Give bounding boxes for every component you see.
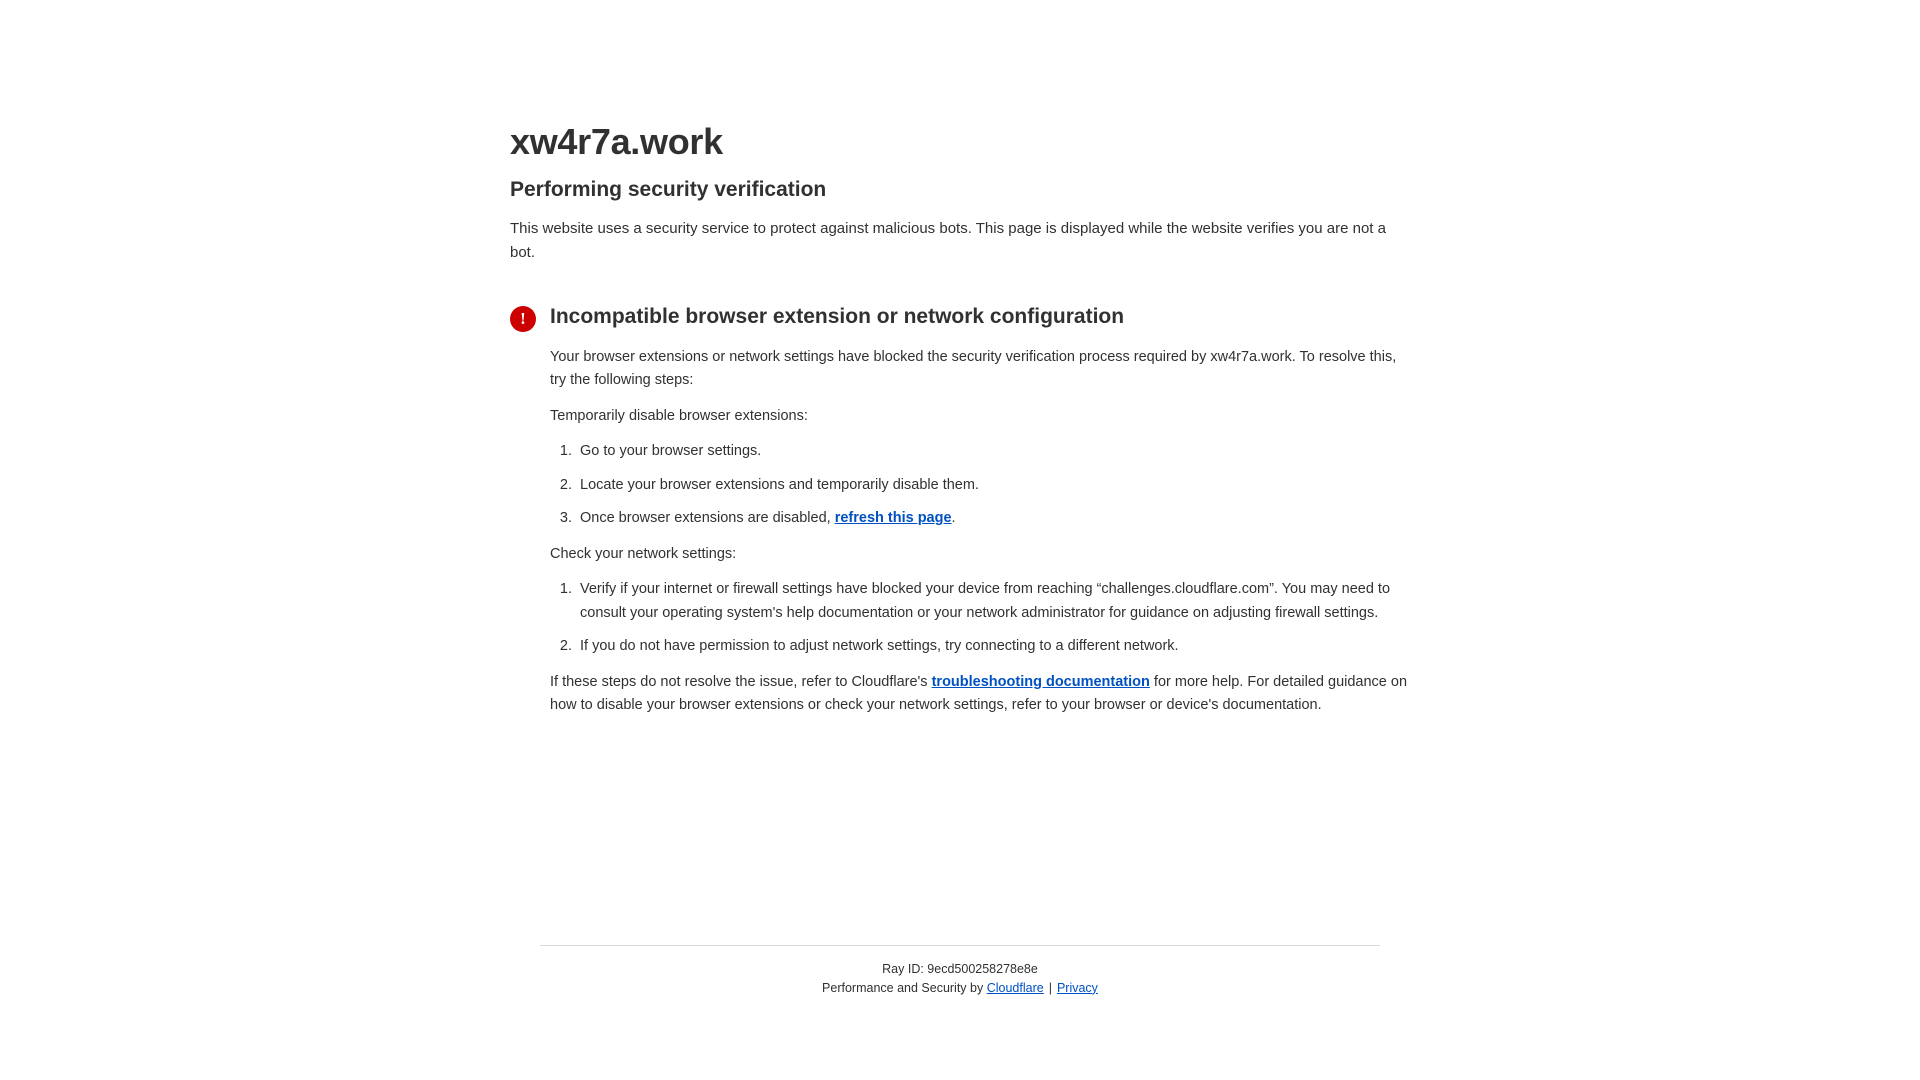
error-description: Your browser extensions or network settings have blocked the security verification process required by xw4r7a.work. To resolve this, try the following steps: [550, 348, 1397, 389]
network-steps-list [550, 578, 1410, 658]
closing-paragraph [550, 671, 1410, 718]
error-body [550, 346, 1410, 718]
troubleshooting-documentation-link[interactable]: troubleshooting documentation [931, 673, 1150, 690]
extensions-heading: Temporarily disable browser extensions: [550, 407, 808, 424]
error-section [510, 304, 1410, 718]
content-container [510, 0, 1410, 718]
refresh-page-link[interactable]: refresh this page [834, 510, 952, 527]
list-item [576, 507, 1410, 530]
network-heading: Check your network settings: [550, 545, 737, 562]
page-footer [540, 945, 1380, 998]
ray-id: Ray ID: 9ecd500258278e8e [882, 962, 1038, 976]
step-text: Once browser extensions are disabled, [580, 510, 835, 527]
performance-line [540, 979, 1380, 998]
list-item: 2. If you do not have permission to adjust network settings, try connecting to a different network. [576, 635, 1410, 658]
extension-steps-list [550, 440, 1410, 530]
error-title: Incompatible browser extension or network configuration [550, 304, 1125, 328]
list-item: 1. Verify if your internet or firewall settings have blocked your device from reaching “challenges.cloudflare.com”. You may need to consult your operating system's help documentation or your network administrator for guidance on adjusting firewall settings. [576, 578, 1410, 625]
closing-prefix: If these steps do not resolve the issue, refer to Cloudflare's [550, 673, 932, 690]
performance-prefix: Performance and Security by [822, 980, 987, 995]
list-item: 2. Locate your browser extensions and temporarily disable them. [576, 474, 1410, 497]
list-item: 1. Go to your browser settings. [576, 440, 1410, 463]
closing-suffix: for more help. For detailed guidance on how to disable your browser extensions or check your network settings, refer to your browser or device's documentation. [550, 673, 1408, 714]
error-header [510, 304, 1410, 332]
page-title: xw4r7a.work [510, 121, 723, 162]
cloudflare-link[interactable]: Cloudflare [986, 980, 1044, 995]
step-tail: . [951, 510, 956, 527]
page-subtitle: Performing security verification [510, 178, 827, 202]
privacy-link[interactable]: Privacy [1056, 980, 1098, 995]
alert-circle-icon: ! [510, 306, 536, 332]
footer-separator: | [1048, 980, 1052, 995]
intro-text: This website uses a security service to protect against malicious bots. This page is displayed while the website verifies you are not a bot. [510, 220, 1386, 261]
